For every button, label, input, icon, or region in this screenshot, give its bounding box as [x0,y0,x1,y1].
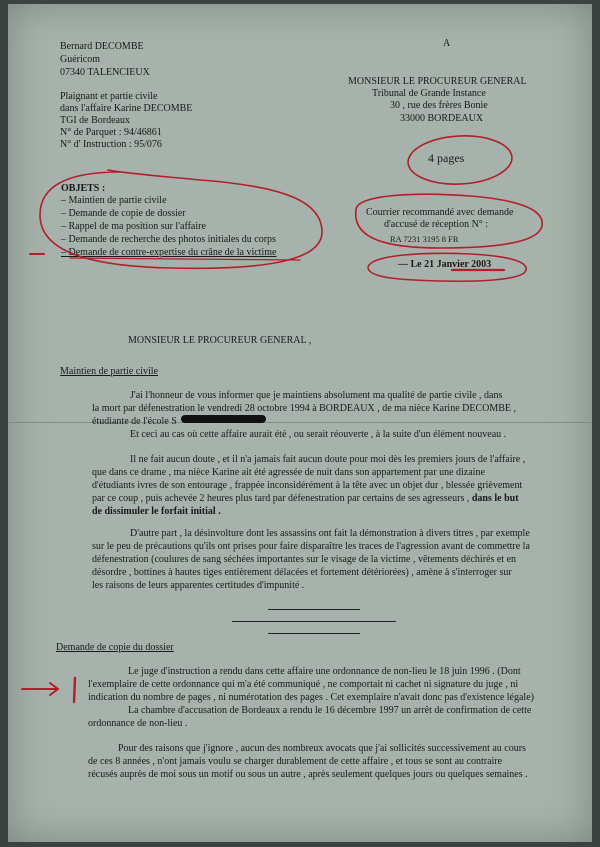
paragraph-1 [92,389,562,428]
text-line: indication du nombre de pages , ni numérotation des pages . Cet exemplaire n'avait donc pas d'existence légale) [88,692,534,703]
recipient-title: MONSIEUR LE PROCUREUR GENERAL [348,76,527,87]
sender-name: Bernard DECOMBE [60,41,144,52]
text-line: récusés auprès de moi sous un motif ou sous un autre , après seulement quelques jours ou quelques semaines . [88,769,528,780]
recipient-city: 33000 BORDEAUX [400,113,484,124]
paragraph-3 [92,453,562,518]
text-line [92,492,562,505]
object-item: – Demande de recherche des photos initiales du corps [61,234,276,245]
separator-line [268,609,360,610]
text-line: que dans ce drame , ma nièce Karine ait été agressée de nuit dans son appartement par une dizaine [92,467,485,478]
object-item: – Maintien de partie civile [61,195,167,206]
object-item: – Demande de contre-expertise du crâne de la victime [61,247,277,258]
recipient-tribunal: Tribunal de Grande Instance [372,88,486,99]
parquet-number: N° de Parquet : 94/46861 [60,127,162,138]
salutation: MONSIEUR LE PROCUREUR GENERAL , [128,335,312,346]
separator-line [268,633,360,634]
text-line: de ces 8 années , n'ont jamais voulu se charger durablement de cette affaire , et tous se sont au contraire [88,756,503,767]
redaction-mark [181,415,266,423]
text-line: sur le peu de précautions qu'ils ont prises pour faire disparaître les traces de l'agression avant de commettre la [92,541,530,552]
text-line: les raisons de leurs apparentes certitudes d'impunité . [92,580,305,591]
text-line: défenestration (coulures de sang séchées importantes sur le visage de la victime , vêtements déchirés et en [92,554,517,565]
text-fragment: par ce coup , puis achevée 2 heures plus tard par défenestration par certains de ses agresseurs , [92,493,470,504]
text-line: Il ne fait aucun doute , et il n'a jamais fait aucun doute pour moi dès les premiers jours de l'affaire , [130,454,526,465]
text-line: Pour des raisons que j'ignore , aucun des nombreux avocats que j'ai sollicités successivement au cours [118,743,526,754]
text-line: d'étudiants ivres de son entourage , frappée inconsidérément à la tête avec un objet dur , blessée grièvement [92,480,523,491]
objects-title: OBJETS : [61,183,106,194]
text-line: J'ai l'honneur de vous informer que je maintiens absolument ma qualité de partie civile , dans [130,390,503,401]
text-line: étudiante de l'école S [92,416,177,427]
text-line: la mort par défenestration le vendredi 28 octobre 1994 à BORDEAUX , de ma nièce Karine DECOMBE , [92,403,517,414]
text-line: désordre , bottines à hautes tiges entièrement délacées et fortement détériorées) , amène à s'interroger sur [92,567,512,578]
page-count: 4 pages [428,151,465,165]
object-item: – Rappel de ma position sur l'affaire [61,221,206,232]
instruction-number: N° d' Instruction : 95/076 [60,139,162,150]
text-line: La chambre d'accusation de Bordeaux a rendu le 16 décembre 1997 un arrêt de confirmation de cette [128,705,532,716]
section-heading-1: Maintien de partie civile [60,366,159,377]
text-line-bold: de dissimuler le forfait initial . [92,506,221,517]
bold-fragment: dans le but [469,493,519,504]
text-line: ordonnance de non-lieu . [88,718,188,729]
registered-line1: Courrier recommandé avec demande [366,207,514,218]
section-heading-2: Demande de copie du dossier [56,642,174,653]
recipient-street: 30 , rue des frères Bonie [390,100,488,111]
text-line: D'autre part , la désinvolture dont les assassins ont fait la démonstration à divers titres , par exemple [130,528,530,539]
sender-city: 07340 TALENCIEUX [60,67,150,78]
paragraph-5 [88,665,558,730]
sender-place: Guéricom [60,54,100,65]
sender-affair: dans l'affaire Karine DECOMBE [60,103,193,114]
registered-number: RA 7231 3195 8 FR [390,234,459,244]
sender-court: TGI de Bordeaux [60,115,130,126]
object-item: – Demande de copie de dossier [61,208,186,219]
separator-line [232,621,396,622]
paragraph-2: Et ceci au cas où cette affaire aurait été , ou serait réouverte , à la suite d'un élément nouveau . [130,429,507,440]
paragraph-6 [88,742,558,781]
recipient-to: A [443,38,451,49]
registered-line2: d'accusé de réception N° : [384,219,489,230]
paragraph-4 [92,527,562,592]
letter-date: — Le 21 Janvier 2003 [398,259,492,270]
text-line: Le juge d'instruction a rendu dans cette affaire une ordonnance de non-lieu le 18 juin 1996 . (Dont [128,666,521,677]
text-line: l'exemplaire de cette ordonnance qui m'a été communiqué , ne comportait ni cachet ni signature du juge , ni [88,679,519,690]
sender-role: Plaignant et partie civile [60,91,158,102]
